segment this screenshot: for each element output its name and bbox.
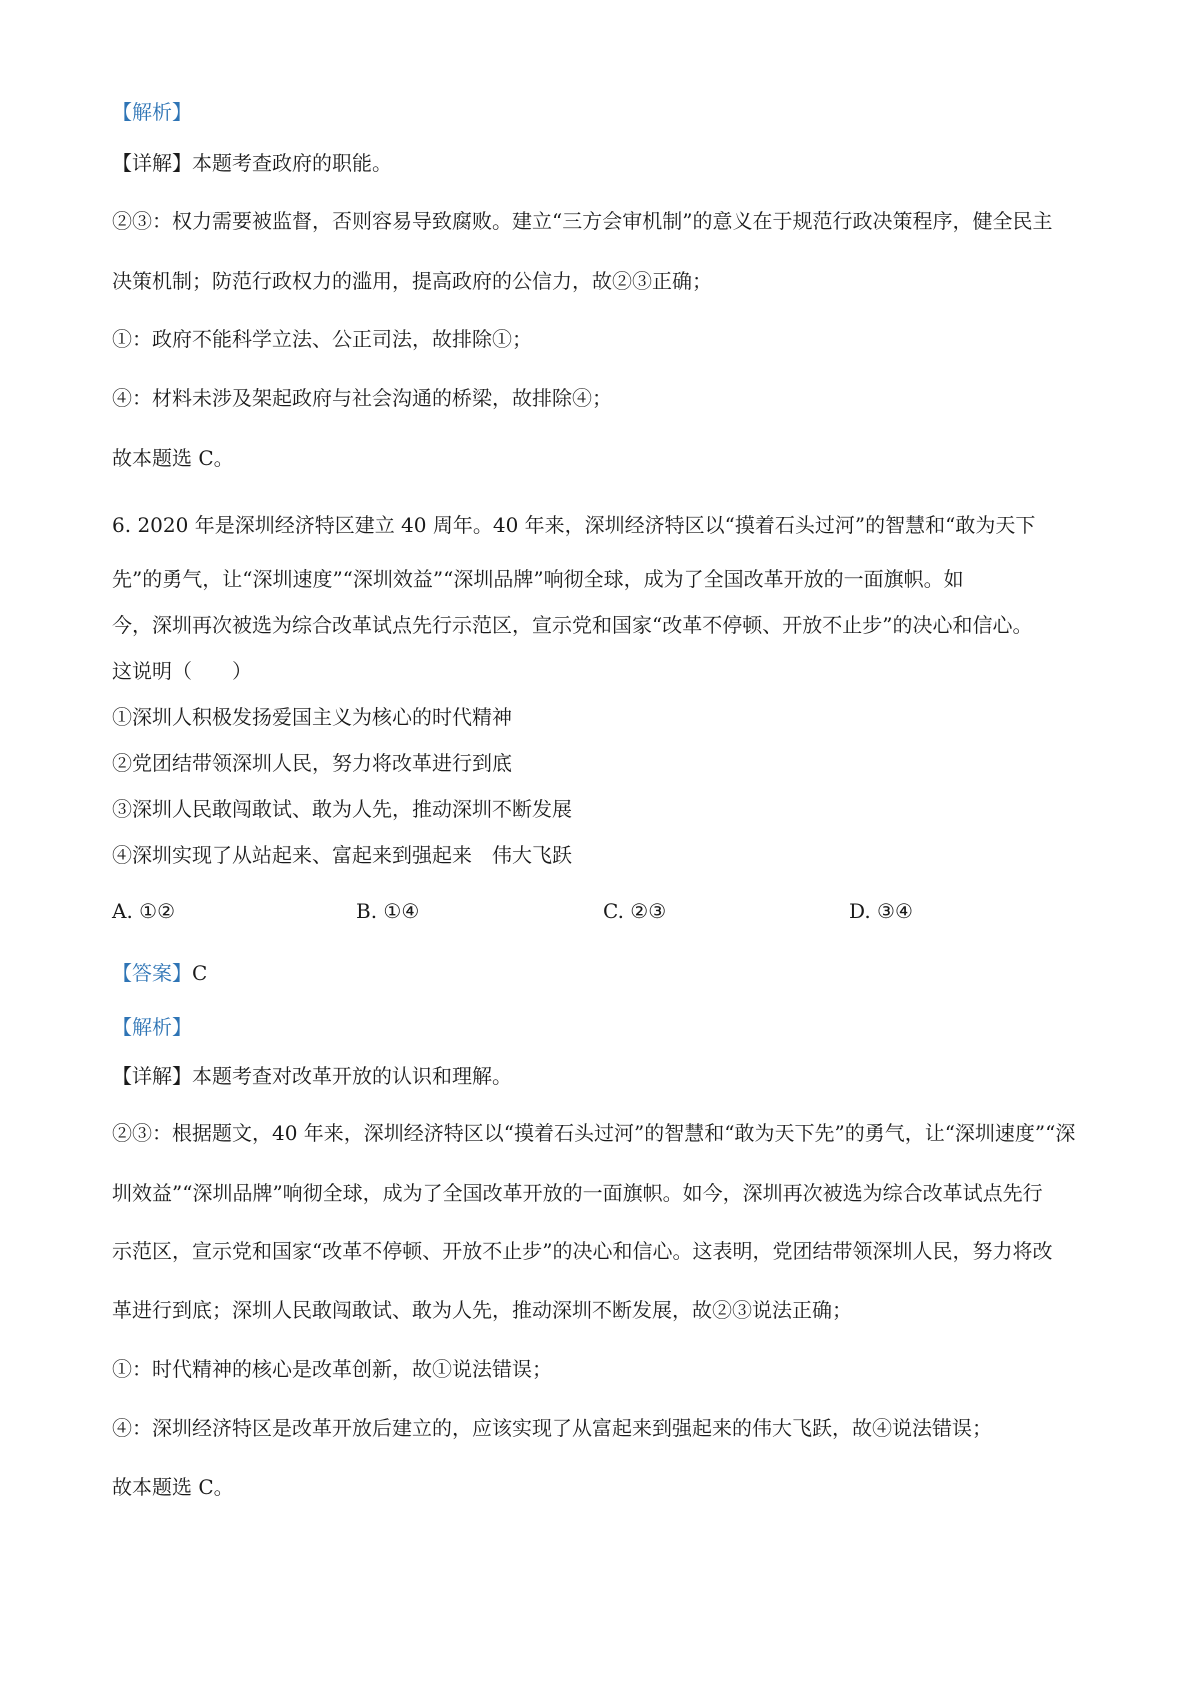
option-a: A. ①② [112, 899, 176, 923]
option-b: B. ①④ [356, 899, 420, 923]
conclusion-text: 故本题选 C。 [112, 446, 234, 470]
explanation-text: ①：政府不能科学立法、公正司法，故排除①； [112, 327, 532, 351]
conclusion-text: 故本题选 C。 [112, 1475, 234, 1499]
explanation-text: ②③：权力需要被监督，否则容易导致腐败。建立“三方会审机制”的意义在于规范行政决策程序，健全民主 [112, 209, 1053, 233]
option-c: C. ②③ [603, 899, 667, 923]
explanation-text: 决策机制；防范行政权力的滥用，提高政府的公信力，故②③正确； [112, 269, 712, 293]
question-stem: 先”的勇气，让“深圳速度”“深圳效益”“深圳品牌”响彻全球，成为了全国改革开放的一面旗帜。如 [112, 567, 964, 591]
question-stem: 这说明（ ） [112, 659, 252, 683]
explanation-text: ②③：根据题文，40 年来，深圳经济特区以“摸着石头过河”的智慧和“敢为天下先”的勇气，让“深圳速度”“深 [112, 1121, 1076, 1145]
question-stem: 6. 2020 年是深圳经济特区建立 40 周年。40 年来，深圳经济特区以“摸着石头过河”的智慧和“敢为天下 [112, 513, 1036, 537]
analysis-label: 【解析】 [112, 1015, 192, 1039]
detail-heading: 【详解】本题考查政府的职能。 [112, 151, 392, 175]
statement-item: ②党团结带领深圳人民，努力将改革进行到底 [112, 751, 512, 775]
detail-heading: 【详解】本题考查对改革开放的认识和理解。 [112, 1064, 512, 1088]
explanation-text: ④：材料未涉及架起政府与社会沟通的桥梁，故排除④； [112, 386, 612, 410]
question-stem: 今，深圳再次被选为综合改革试点先行示范区，宣示党和国家“改革不停顿、开放不止步”的决心和信心。 [112, 613, 1033, 637]
explanation-text: 示范区，宣示党和国家“改革不停顿、开放不止步”的决心和信心。这表明，党团结带领深圳人民，努力将改 [112, 1239, 1053, 1263]
explanation-text: 圳效益”“深圳品牌”响彻全球，成为了全国改革开放的一面旗帜。如今，深圳再次被选为综合改革试点先行 [112, 1181, 1043, 1205]
statement-item: ④深圳实现了从站起来、富起来到强起来 伟大飞跃 [112, 843, 572, 867]
option-d: D. ③④ [849, 899, 913, 923]
explanation-text: 革进行到底；深圳人民敢闯敢试、敢为人先，推动深圳不断发展，故②③说法正确； [112, 1298, 852, 1322]
analysis-label: 【解析】 [112, 100, 192, 124]
explanation-text: ④：深圳经济特区是改革开放后建立的，应该实现了从富起来到强起来的伟大飞跃，故④说法错误； [112, 1416, 992, 1440]
statement-item: ③深圳人民敢闯敢试、敢为人先，推动深圳不断发展 [112, 797, 572, 821]
answer-value: C [192, 961, 208, 985]
answer-line [112, 960, 207, 986]
answer-label: 【答案】 [112, 961, 192, 985]
explanation-text: ①：时代精神的核心是改革创新，故①说法错误； [112, 1357, 552, 1381]
statement-item: ①深圳人积极发扬爱国主义为核心的时代精神 [112, 705, 512, 729]
